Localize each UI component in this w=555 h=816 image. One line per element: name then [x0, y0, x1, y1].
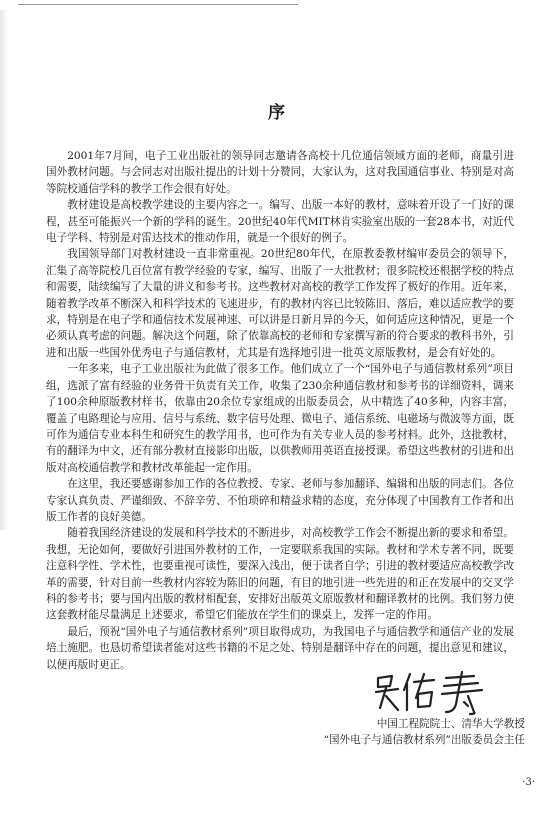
- handwritten-signature: [370, 668, 490, 716]
- preface-body: [46, 148, 514, 673]
- signature-block: [300, 668, 525, 748]
- preface-title: 序: [268, 103, 287, 123]
- paragraph-1: 2001年7月间，电子工业出版社的领导同志邀请各高校十几位通信领域方面的老师，商量引进国外教材问题。与会同志对出版社提出的计划十分赞同，大家认为，这对我国通信事业、特别是对高等院校通信学科的教学工作会很有好处。: [46, 150, 514, 195]
- paragraph-4: 一年多来，电子工业出版社为此做了很多工作。他们成立了一个“国外电子与通信教材系列”项目组，选派了富有经验的业务骨干负责有关工作，收集了230余种通信教材和参考书的详细资料，调来了100余种原版教材样书，依靠由20余位专家组成的出版委员会，从中精选了40多种，内容丰富，覆盖了电路理论与应用、信号与系统、数字信号处理、微电子、通信系统、电磁场与微波等方面，既可作为通信专业本科生和研究生的教学用书，也可作为有关专业人员的参考材料。此外，这批教材，有的翻译为中文，还有部分教材直接影印出版，以供教师用英语直接授课。希望这些教材的引进和出版对高校通信教学和教材改革能起一定作用。: [46, 363, 514, 474]
- page-number: ·3·: [522, 777, 535, 788]
- signer-title-line-1: 中国工程院院士、清华大学教授: [376, 718, 525, 730]
- paragraph-6: 随着我国经济建设的发展和科学技术的不断进步，对高校教学工作会不断提出新的要求和希望。我想，无论如何，要做好引进国外教材的工作，一定要联系我国的实际。教材和学术专著不同，既要注意科学性、学术性，也要重视可读性，要深入浅出，便于读者自学；引进的教材要适应高校教学改革的需要，针对目前一些教材内容较为陈旧的问题，有目的地引进一些先进的和正在发展中的交叉学科的参考书；要与国内出版的教材相配套，安排好出版英文原版教材和翻译教材的比例。我们努力使这套教材能尽量满足上述要求，希望它们能放在学生们的课桌上，发挥一定的作用。: [46, 527, 514, 622]
- signer-title-line-2: “国外电子与通信教材系列”出版委员会主任: [323, 734, 525, 746]
- scan-edge-shadow: [0, 10, 8, 530]
- paragraph-5: 在这里，我还要感谢参加工作的各位教授、专家、老师与参加翻译、编辑和出版的同志们。各位专家认真负责、严谨细致、不辞辛劳、不怕琐碎和精益求精的态度，充分体现了中国教育工作者和出版工作者的良好美德。: [46, 478, 514, 523]
- paragraph-7: 最后，预祝“国外电子与通信教材系列”项目取得成功，为我国电子与通信教学和通信产业的发展培土施肥。也恳切希望读者能对这些书籍的不足之处、特别是翻译中存在的问题，提出意见和建议，以便再版时更正。: [46, 625, 514, 671]
- top-rule: [18, 4, 298, 5]
- paragraph-2: 教材建设是高校教学建设的主要内容之一。编写、出版一本好的教材，意味着开设了一门好的课程，甚至可能振兴一个新的学科的诞生。20世纪40年代MIT林肯实验室出版的一套28本书，对近代电子学科、特别是对雷达技术的推动作用，就是一个很好的例子。: [46, 199, 514, 245]
- paragraph-3: 我国领导部门对教材建设一直非常重视。20世纪80年代，在原教委教材编审委员会的领导下，汇集了高等院校几百位富有教学经验的专家，编写、出版了一大批教材；很多院校还根据学校的特点和需要，陆续编写了大量的讲义和参考书。这些教材对高校的教学工作发挥了极好的作用。近年来，随着教学改革不断深入和科学技术的飞速进步，有的教材内容已比较陈旧、落后，难以适应教学的要求，特别是在电子学和通信技术发展神速、可以讲是日新月异的今天，如何适应这种情况，更是一个必须认真考虑的问题。解决这个问题，除了依靠高校的老师和专家撰写新的符合要求的教科书外，引进和出版一些国外优秀电子与通信教材，尤其是有选择地引进一批英文原版教材，是会有好处的。: [46, 248, 514, 359]
